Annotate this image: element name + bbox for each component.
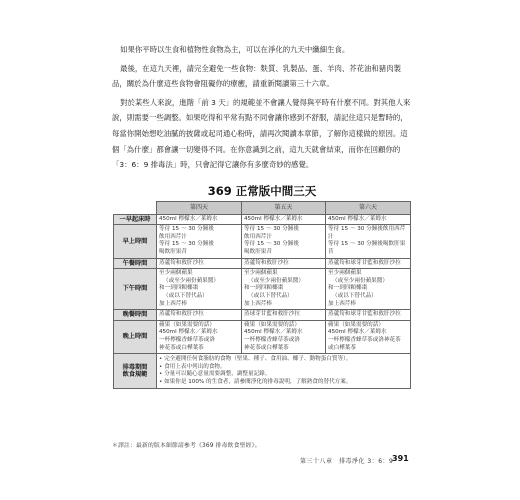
column-header: 第四天: [157, 202, 242, 215]
table-row: [114, 310, 411, 321]
guideline-text: 分量可以隨心意量需要調整，調整量記錄。: [164, 371, 271, 378]
footnote: ＊譯註：最新的版本細節請參考《369 排毒飲食聖經》。: [112, 443, 261, 449]
table-cell: [242, 269, 326, 310]
cell-line: 加上西芹棒: [159, 300, 187, 307]
guidelines-cell: [157, 354, 411, 389]
column-header: 第五天: [242, 202, 326, 215]
cell-line: 等待 15 ～ 30 分鐘後: [244, 241, 299, 248]
table-row-guidelines: [114, 354, 411, 389]
cell-line: 一杯檸檬香蜂草茶或洛: [244, 336, 300, 343]
cell-line: （或至少兩份蘋果醬）: [248, 277, 304, 284]
cell-line: 至少兩個蘋果: [244, 270, 278, 277]
cell-line: 等待 15 ～ 30 分鐘後飲用西芹: [328, 226, 406, 233]
guideline-item: • 完全避開任何食脂肪的食物（堅果、種子、食用油、椰子、動物蛋白質等）。: [159, 356, 352, 363]
table-cell: [326, 269, 411, 310]
table-corner: [114, 202, 157, 215]
running-header: 第三十八章 排毒淨化 3：6：9: [300, 458, 394, 465]
guideline-text: 食用上表中列出的食物。: [164, 363, 226, 370]
cell-line: 神花茶或白樺葉茶: [159, 344, 204, 351]
cell-line: 和一到四顆椰棗: [244, 285, 284, 292]
cell-line: 蒸蘆筍和球芽甘藍和救肝沙拉: [328, 311, 401, 318]
table-cell: [326, 225, 411, 258]
cell-line: 和一到四顆椰棗: [159, 285, 199, 292]
column-header: 第六天: [326, 202, 411, 215]
table-cell: [157, 214, 242, 225]
table-row: [114, 320, 411, 353]
table-cell: [157, 225, 242, 258]
cell-line: 450ml 檸檬水／萊姆水: [244, 329, 303, 336]
cell-line: 450ml 檸檬水／萊姆水: [328, 329, 387, 336]
cell-line: （或以下替代品）: [332, 292, 377, 299]
cell-line: 至少兩個蘋果: [328, 270, 362, 277]
table-cell: [326, 320, 411, 353]
cell-line: 蘋果（如果需要的話）: [244, 321, 300, 328]
table-row: [114, 225, 411, 258]
row-label-line: 排毒期間: [122, 363, 148, 371]
page-number: 391: [392, 454, 409, 463]
cell-line: 等待 15 ～ 30 分鐘後喝飲肝果: [328, 241, 406, 248]
paragraph-2: 最後，在這九天裡，請完全避免一些食物：麩質、乳製品、蛋、羊肉、芥花油和豬肉製品，關於為什麼這些食物會阻礙你的療癒，請重新閱讀第三十六章。: [112, 63, 401, 89]
table-row: [114, 214, 411, 225]
cell-line: 450ml 檸檬水／萊姆水: [328, 215, 387, 222]
table-cell: [242, 214, 326, 225]
cell-line: 蒸蘆筍和救肝沙拉: [159, 259, 204, 266]
guideline-text: 完全避開任何食脂肪的食物（堅果、種子、食用油、椰子、動物蛋白質等）。: [164, 356, 352, 363]
detox-schedule-table: [113, 201, 411, 389]
guideline-text: 如果你是 100% 的生食者，請參閱淨化的排毒說明，了解熟食的替代方案。: [164, 378, 352, 385]
cell-line: 昔: [328, 248, 334, 255]
row-label-line: 飲食規範: [122, 371, 148, 379]
row-label: 一早起床時: [114, 214, 157, 225]
row-label: 早上時間: [114, 225, 157, 258]
cell-line: （或以下替代品）: [248, 292, 293, 299]
guideline-item: • 食用上表中列出的食物。: [159, 363, 226, 370]
cell-line: 等待 15 ～ 30 分鐘後: [159, 226, 214, 233]
table-cell: [157, 258, 242, 269]
table-cell: [326, 214, 411, 225]
cell-line: 喝飲肝果昔: [244, 248, 272, 255]
cell-line: 450ml 檸檬水／萊姆水: [244, 215, 303, 222]
cell-line: 蘋果（如果需要的話）: [328, 321, 384, 328]
table-cell: [157, 310, 242, 321]
cell-line: 蒸球芽甘藍和救肝沙拉: [244, 311, 300, 318]
cell-line: 蒸蘆筍和球芽甘藍和救肝沙拉: [328, 259, 401, 266]
cell-line: 等待 15 ～ 30 分鐘後: [159, 241, 214, 248]
cell-line: 450ml 檸檬水／萊姆水: [159, 329, 218, 336]
cell-line: 蒸蘆筍和救肝沙拉: [159, 311, 204, 318]
guideline-item: • 如果你是 100% 的生食者，請參閱淨化的排毒說明，了解熟食的替代方案。: [159, 378, 352, 385]
cell-line: 一杯檸檬香蜂草茶或洛: [159, 336, 215, 343]
cell-line: （或至少兩份蘋果醬）: [332, 277, 388, 284]
cell-line: 蒸蘆筍和救肝沙拉: [244, 259, 289, 266]
cell-line: 一杯檸檬香蜂草茶或洛神花茶: [328, 336, 401, 343]
cell-line: 至少兩個蘋果: [159, 270, 193, 277]
cell-line: 神花茶或白樺葉茶: [244, 344, 289, 351]
table-cell: [242, 310, 326, 321]
table-cell: [242, 225, 326, 258]
row-label: [114, 354, 157, 389]
cell-line: 450ml 檸檬水／萊姆水: [159, 215, 218, 222]
cell-line: 汁: [328, 233, 334, 240]
row-label: 下午時間: [114, 269, 157, 310]
cell-line: 加上西芹棒: [328, 300, 356, 307]
row-label: 晚餐時間: [114, 310, 157, 321]
cell-line: 飲用西芹汁: [159, 233, 187, 240]
table-cell: [157, 320, 242, 353]
body-text: [112, 42, 412, 173]
paragraph-3: 對於某些人來說，進階「前 3 天」的規範並不會讓人覺得與平時有什麼不同。對其他人來說，則需要一些調整。如果吃得和平常有點不同會讓你感到不舒服，請記住這只是暫時的，每當你開始想吃油膩的披薩或起司通心粉時，請再次閱讀本章節，了解你這樣做的原因。這個「為什麼」都會讓一切變得不同。在你意識到之前，這九天就會結束，而你在回顧你的「3：6：9 排毒法」時，只會記得它讓你有多麼奇妙的感覺。: [112, 97, 411, 170]
table-cell: [326, 310, 411, 321]
table-title: 369 正常版中間三天: [207, 184, 317, 198]
table-cell: [326, 258, 411, 269]
cell-line: 喝飲肝果昔: [159, 248, 187, 255]
cell-line: 加上西芹棒: [244, 300, 272, 307]
table-cell: [242, 320, 326, 353]
row-label: 晚上時間: [114, 320, 157, 353]
table-header-row: [114, 202, 411, 215]
paragraph-1: 如果你平時以生食和植物性食物為主，可以在淨化的九天中纖細生食。: [120, 45, 350, 54]
cell-line: 蘋果（如果需要的話）: [159, 321, 215, 328]
cell-line: 和一到四顆椰棗: [328, 285, 368, 292]
cell-line: （或至少兩份蘋果醬）: [163, 277, 219, 284]
guideline-item: • 分量可以隨心意量需要調整，調整量記錄。: [159, 371, 271, 378]
table-cell: [157, 269, 242, 310]
row-label: 午餐時間: [114, 258, 157, 269]
cell-line: 等待 15 ～ 30 分鐘後: [244, 226, 299, 233]
cell-line: 或白樺葉茶: [328, 344, 356, 351]
cell-line: （或以下替代品）: [163, 292, 208, 299]
cell-line: 飲用西芹汁: [244, 233, 272, 240]
table-cell: [242, 258, 326, 269]
table-row: [114, 258, 411, 269]
table-row: [114, 269, 411, 310]
